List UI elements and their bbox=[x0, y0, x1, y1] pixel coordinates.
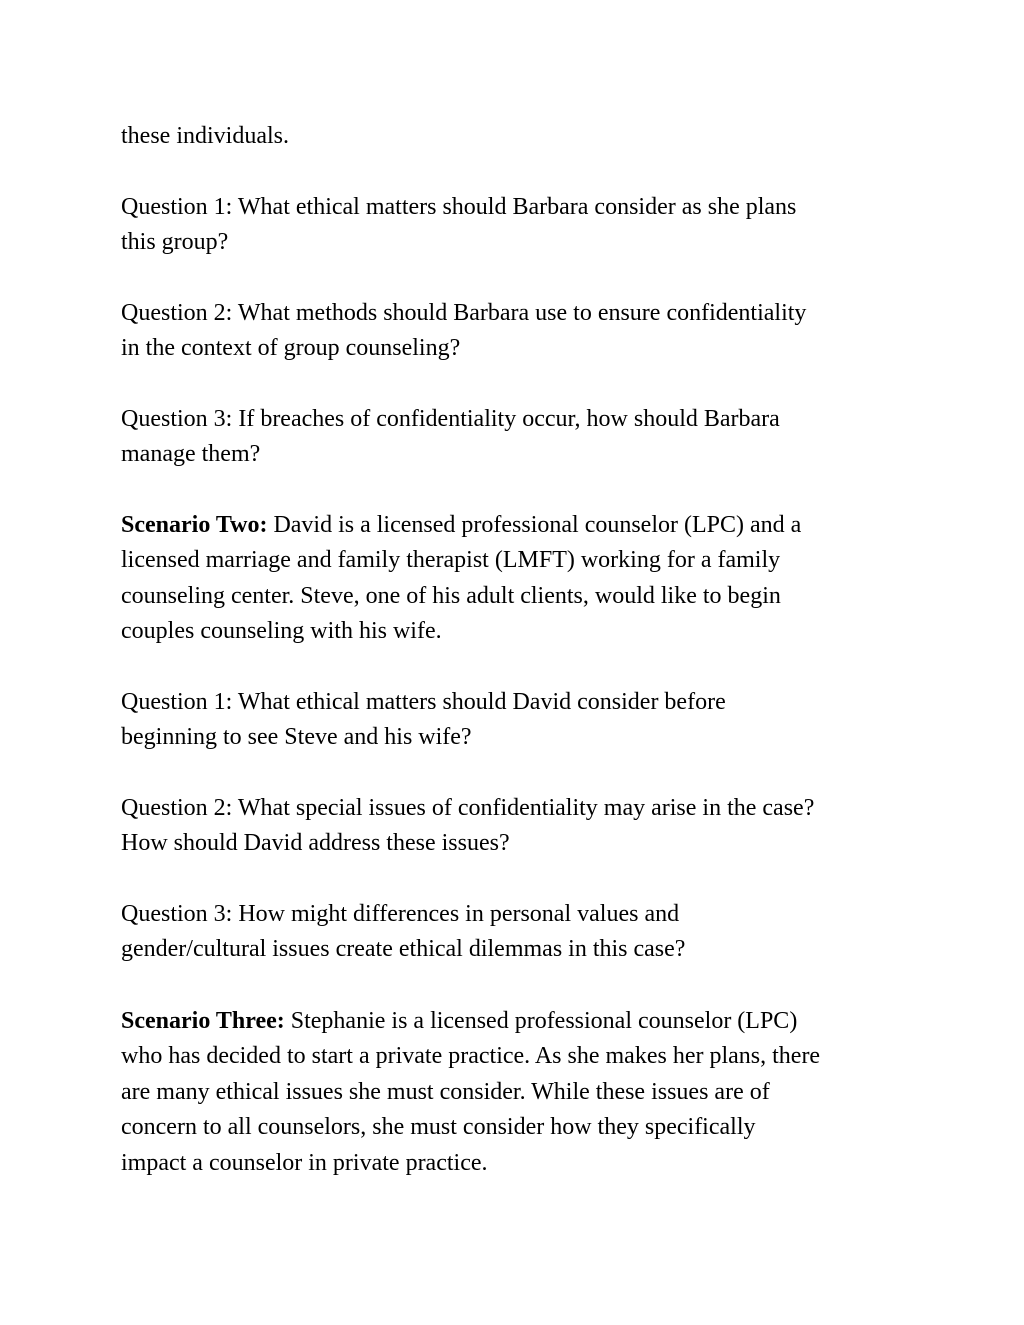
paragraph-text: David is a licensed professional counselor (LPC) and a licensed marriage and family therapist (LMFT) working for a family counseling center. Steve, one of his adult clients, would like to begin couples counseling with his wife. bbox=[121, 512, 802, 645]
paragraph-question-3-barbara bbox=[121, 402, 921, 473]
paragraph-scenario-three bbox=[121, 1004, 921, 1181]
paragraph-question-2-david bbox=[121, 791, 921, 862]
paragraph-text: Question 1: What ethical matters should Barbara consider as she plans this group? bbox=[121, 194, 797, 256]
paragraph-question-3-david bbox=[121, 897, 921, 968]
paragraph-scenario-two bbox=[121, 508, 921, 650]
paragraph-text: Stephanie is a licensed professional counselor (LPC) who has decided to start a private practice. As she makes her plans, there are many ethical issues she must consider. While these issues are of concern to all counselors, she must consider how they specifically impact a counselor in private practice. bbox=[121, 1008, 821, 1176]
paragraph-question-2-barbara bbox=[121, 296, 921, 367]
scenario-heading: Scenario Three: bbox=[121, 1008, 285, 1034]
paragraph-question-1-david bbox=[121, 685, 921, 756]
paragraph-continuation bbox=[121, 119, 921, 154]
paragraph-text: Question 1: What ethical matters should David consider before beginning to see Steve and his wife? bbox=[121, 689, 726, 751]
paragraph-text: Question 2: What special issues of confidentiality may arise in the case? How should David address these issues? bbox=[121, 795, 815, 857]
scenario-heading: Scenario Two: bbox=[121, 512, 268, 538]
paragraph-question-1-barbara bbox=[121, 190, 921, 261]
paragraph-text: these individuals. bbox=[121, 123, 289, 149]
paragraph-text: Question 3: If breaches of confidentiality occur, how should Barbara manage them? bbox=[121, 406, 780, 468]
paragraph-text: Question 3: How might differences in personal values and gender/cultural issues create ethical dilemmas in this case? bbox=[121, 901, 686, 963]
paragraph-text: Question 2: What methods should Barbara use to ensure confidentiality in the context of group counseling? bbox=[121, 300, 807, 362]
